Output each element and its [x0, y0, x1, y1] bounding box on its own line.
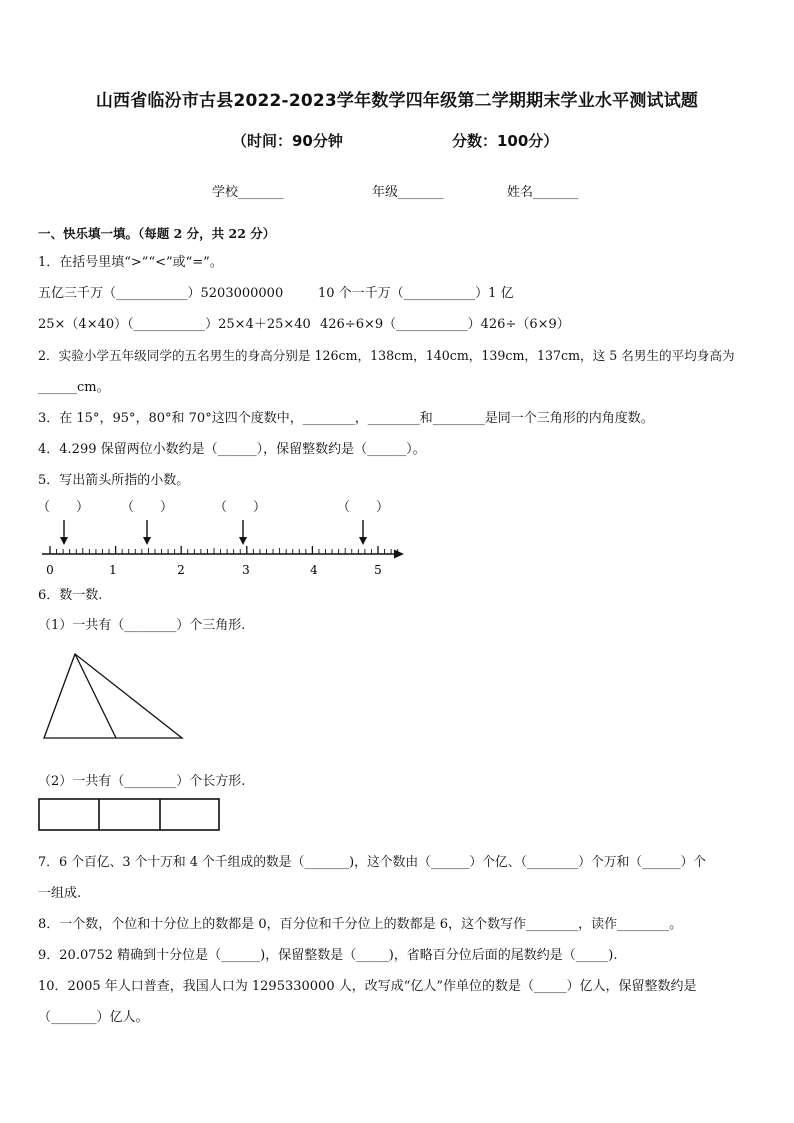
question-5: 5．写出箭头所指的小数。 — [38, 473, 190, 488]
inner-segment — [75, 654, 116, 738]
question-10: 10．2005 年人口普查，我国人口为 1295330000 人，改写成“亿人”作单位的数是（_____）亿人，保留整数约是 — [38, 979, 697, 994]
outer-triangle — [44, 654, 182, 738]
pointer-arrow — [143, 520, 151, 545]
question-8: 8．一个数，个位和十分位上的数都是 0，百分位和千分位上的数都是 6，这个数写作________，读作________。 — [38, 917, 683, 932]
tick-label: 4 — [310, 563, 318, 577]
question-1-row2-right: 426÷6×9（___________）426÷（6×9） — [320, 317, 570, 332]
exam-time: （时间：90分钟 — [232, 132, 343, 150]
question-7-cont: 一组成. — [38, 886, 82, 901]
question-1: 1．在括号里填“>”“<”或“=”。 — [38, 255, 223, 270]
triangle-figure — [38, 648, 188, 744]
tick-label: 0 — [46, 563, 54, 577]
outer-rectangle — [39, 799, 219, 830]
school-field: 学校_______ — [212, 185, 284, 200]
number-line-ticks — [50, 546, 398, 554]
pointer-arrow — [359, 520, 367, 545]
question-2: 2．实验小学五年级同学的五名男生的身高分别是 126cm，138cm，140cm，139cm，137cm，这 5 名男生的平均身高为 — [38, 348, 735, 363]
question-1-row1-right: 10 个一千万（___________）1 亿 — [318, 286, 514, 301]
answer-blank-1: （ ） — [37, 500, 90, 515]
grade-field: 年级_______ — [372, 185, 444, 200]
pointer-arrow — [239, 520, 247, 545]
pointer-arrow — [60, 520, 68, 545]
answer-blank-2: （ ） — [121, 500, 174, 515]
number-line — [0, 510, 420, 582]
question-9: 9．20.0752 精确到十分位是（______)，保留整数是（_____)，省略百分位后面的尾数约是（_____). — [38, 948, 618, 963]
page-title: 山西省临汾市古县2022-2023学年数学四年级第二学期期末学业水平测试试题 — [95, 91, 699, 111]
question-7: 7．6 个百亿、3 个十万和 4 个千组成的数是（_______)，这个数由（______）个亿、（________）个万和（______）个 — [38, 855, 707, 870]
question-3: 3．在 15°，95°，80°和 70°这四个度数中，________，________和________是同一个三角形的内角度数。 — [38, 411, 654, 426]
tick-label: 1 — [109, 563, 117, 577]
question-1-row1-left: 五亿三千万（___________）5203000000 — [38, 286, 284, 301]
tick-label: 2 — [177, 563, 185, 577]
number-line-arrowhead — [394, 550, 404, 559]
question-1-row2-left: 25×（4×40）（___________）25×4＋25×40 — [38, 317, 311, 332]
question-6: 6．数一数. — [38, 588, 103, 603]
answer-blank-3: （ ） — [214, 500, 267, 515]
section-heading: 一、快乐填一填。（每题 2 分，共 22 分） — [38, 226, 276, 241]
question-10-cont: （_______）亿人。 — [38, 1010, 149, 1025]
question-6-part2: （2）一共有（________）个长方形. — [38, 774, 246, 789]
question-6-part1: （1）一共有（________）个三角形. — [38, 618, 246, 633]
tick-label: 3 — [242, 563, 250, 577]
answer-blank-4: （ ） — [337, 500, 390, 515]
question-2-cont: ______cm。 — [38, 380, 110, 395]
rectangle-figure — [38, 798, 222, 832]
exam-score: 分数：100分） — [452, 132, 559, 150]
name-field: 姓名_______ — [507, 185, 579, 200]
tick-label: 5 — [374, 563, 382, 577]
question-4: 4．4.299 保留两位小数约是（______），保留整数约是（______）。 — [38, 442, 426, 457]
